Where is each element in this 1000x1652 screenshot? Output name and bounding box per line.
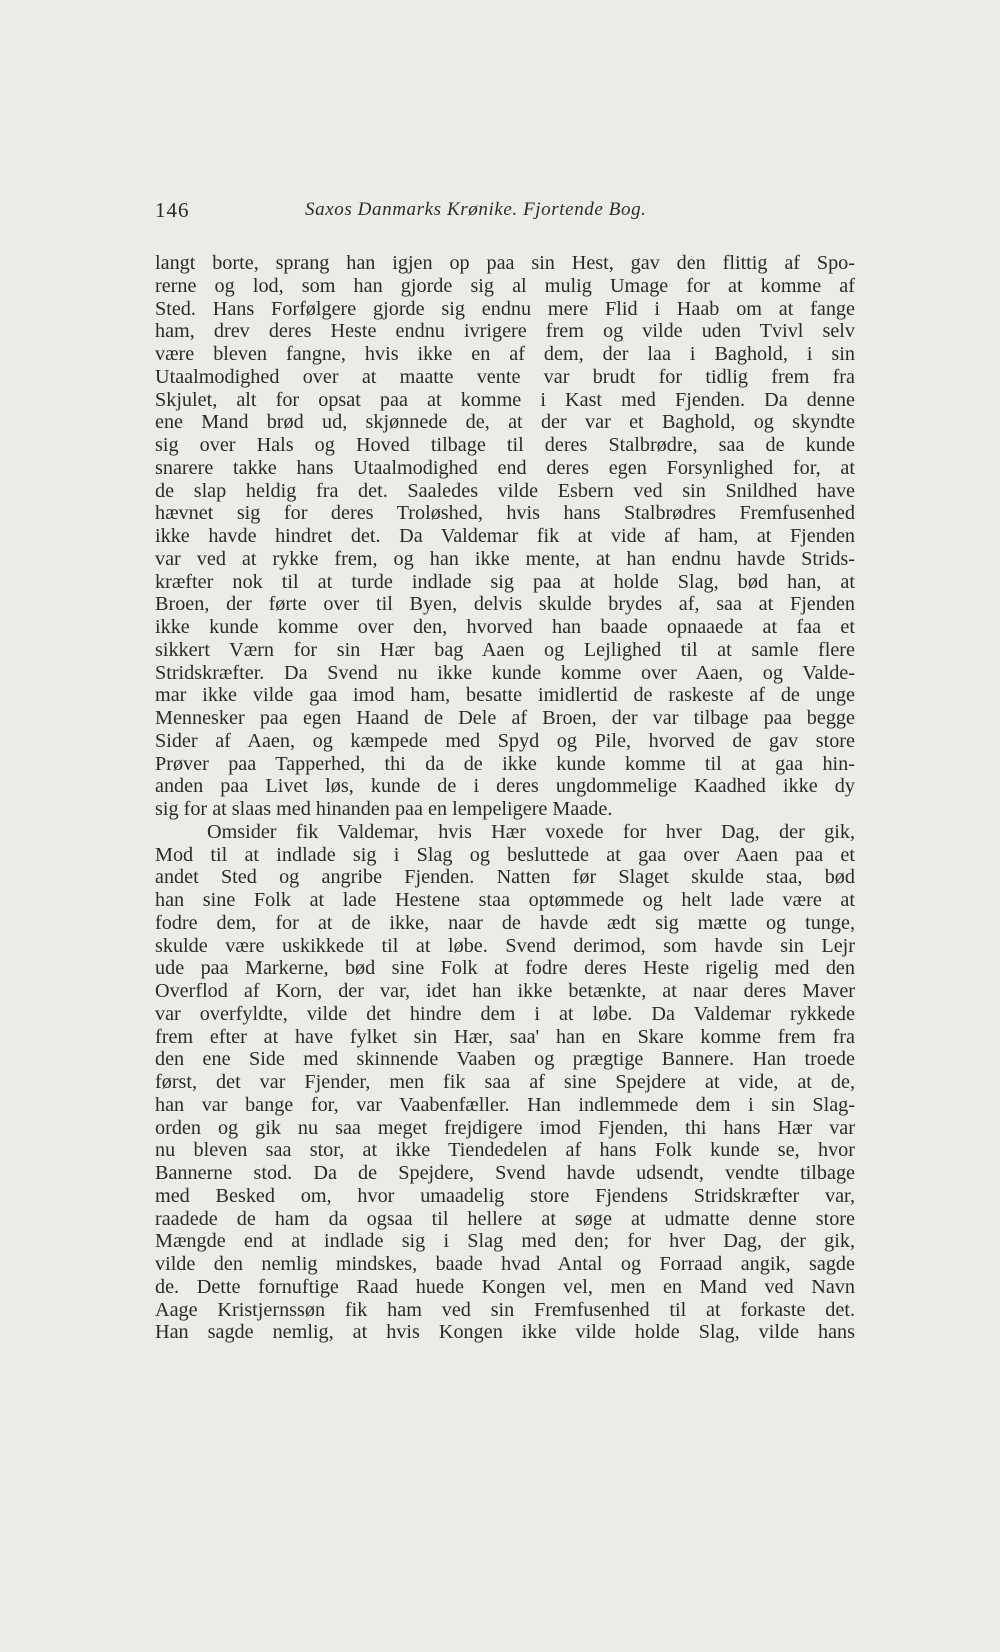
text-line: orden og gik nu saa meget frejdigere imod Fjenden, thi hans Hær var bbox=[155, 1116, 855, 1139]
text-line: Overflod af Korn, der var, idet han ikke betænkte, at naar deres Maver bbox=[155, 980, 855, 1002]
text-line: fodre dem, for at de ikke, naar de havde ædt sig mætte og tunge, bbox=[155, 911, 855, 934]
text-line: Mennesker paa egen Haand de Dele af Broen, der var tilbage paa begge bbox=[155, 707, 855, 729]
text-line: vilde den nemlig mindskes, baade hvad Antal og Forraad angik, sagde bbox=[155, 1253, 855, 1275]
text-line: var overfyldte, vilde det hindre dem i at løbe. Da Valdemar rykkede bbox=[155, 1002, 855, 1025]
text-line: anden paa Livet løs, kunde de i deres ungdommelige Kaadhed ikke dy bbox=[155, 775, 855, 798]
text-line: med Besked om, hvor umaadelig store Fjendens Stridskræfter var, bbox=[155, 1184, 855, 1207]
text-line: Mod til at indlade sig i Slag og besluttede at gaa over Aaen paa et bbox=[155, 843, 855, 866]
text-line: hævnet sig for deres Troløshed, hvis hans Stalbrødres Fremfusenhed bbox=[155, 502, 855, 525]
text-line: frem efter at have fylket sin Hær, saa' han en Skare komme frem fra bbox=[155, 1025, 855, 1048]
text-line: ham, drev deres Heste endnu ivrigere frem og vilde uden Tvivl selv bbox=[155, 320, 855, 343]
text-line: først, det var Fjender, men fik saa af sine Spejdere at vide, at de, bbox=[155, 1071, 855, 1093]
text-line: var ved at rykke frem, og han ikke mente, at han endnu havde Strids- bbox=[155, 547, 855, 570]
page-number: 146 bbox=[155, 198, 190, 222]
text-line: Omsider fik Valdemar, hvis Hær voxede for hver Dag, der gik, bbox=[207, 820, 855, 843]
text-line: ikke havde hindret det. Da Valdemar fik at vide af ham, at Fjenden bbox=[155, 525, 855, 547]
text-line: rerne og lod, som han gjorde sig al mulig Umage for at komme af bbox=[155, 274, 855, 297]
text-line: han sine Folk at lade Hestene staa optømmede og helt lade være at bbox=[155, 889, 855, 911]
text-line: andet Sted og angribe Fjenden. Natten før Slaget skulde staa, bød bbox=[155, 866, 855, 889]
text-line: Utaalmodighed over at maatte vente var brudt for tidlig frem fra bbox=[155, 365, 855, 388]
text-line: de slap heldig fra det. Saaledes vilde Esbern ved sin Snildhed have bbox=[155, 479, 855, 502]
body-text bbox=[155, 252, 855, 1344]
text-line: sikkert Værn for sin Hær bag Aaen og Lejlighed til at samle flere bbox=[155, 638, 855, 661]
text-line: Skjulet, alt for opsat paa at komme i Kast med Fjenden. Da denne bbox=[155, 388, 855, 411]
text-line: mar ikke vilde gaa imod ham, besatte imidlertid de raskeste af de unge bbox=[155, 684, 855, 707]
text-line: ude paa Markerne, bød sine Folk at fodre deres Heste rigelig med den bbox=[155, 957, 855, 980]
text-line: kræfter nok til at turde indlade sig paa at holde Slag, bød han, at bbox=[155, 570, 855, 593]
text-line: ikke kunde komme over den, hvorved han baade opnaaede at faa et bbox=[155, 616, 855, 638]
text-line: de. Dette fornuftige Raad huede Kongen vel, men en Mand ved Navn bbox=[155, 1275, 855, 1298]
text-line: Mængde end at indlade sig i Slag med den; for hver Dag, der gik, bbox=[155, 1230, 855, 1253]
text-line: langt borte, sprang han igjen op paa sin Hest, gav den flittig af Spo- bbox=[155, 252, 855, 274]
text-line: Bannerne stod. Da de Spejdere, Svend havde udsendt, vendte tilbage bbox=[155, 1162, 855, 1184]
text-line: Han sagde nemlig, at hvis Kongen ikke vilde holde Slag, vilde hans bbox=[155, 1321, 855, 1344]
text-line: raadede de ham da ogsaa til hellere at søge at udmatte denne store bbox=[155, 1207, 855, 1230]
text-line: sig over Hals og Hoved tilbage til deres Stalbrødre, saa de kunde bbox=[155, 434, 855, 456]
running-title: Saxos Danmarks Krønike. Fjortende Bog. bbox=[305, 199, 647, 220]
page-header bbox=[155, 198, 855, 234]
text-line: sig for at slaas med hinanden paa en lempeligere Maade. bbox=[155, 798, 613, 820]
text-line: være bleven fangne, hvis ikke en af dem, der laa i Baghold, i sin bbox=[155, 343, 855, 365]
text-line: Prøver paa Tapperhed, thi da de ikke kunde komme til at gaa hin- bbox=[155, 752, 855, 775]
text-line: skulde være uskikkede til at løbe. Svend derimod, som havde sin Lejr bbox=[155, 934, 855, 957]
text-line: den ene Side med skinnende Vaaben og prægtige Bannere. Han troede bbox=[155, 1048, 855, 1071]
text-line: Sted. Hans Forfølgere gjorde sig endnu mere Flid i Haab om at fange bbox=[155, 297, 855, 320]
text-line: snarere takke hans Utaalmodighed end deres egen Forsynlighed for, at bbox=[155, 456, 855, 479]
text-line: Stridskræfter. Da Svend nu ikke kunde komme over Aaen, og Valde- bbox=[155, 661, 855, 684]
text-line: nu bleven saa stor, at ikke Tiendedelen af hans Folk kunde se, hvor bbox=[155, 1139, 855, 1162]
text-line: Aage Kristjernssøn fik ham ved sin Fremfusenhed til at forkaste det. bbox=[155, 1298, 855, 1321]
text-line: ene Mand brød ud, skjønnede de, at der var et Baghold, og skyndte bbox=[155, 411, 855, 434]
text-line: Broen, der førte over til Byen, delvis skulde brydes af, saa at Fjenden bbox=[155, 593, 855, 616]
text-line: Sider af Aaen, og kæmpede med Spyd og Pile, hvorved de gav store bbox=[155, 729, 855, 752]
text-line: han var bange for, var Vaabenfæller. Han indlemmede dem i sin Slag- bbox=[155, 1093, 855, 1116]
